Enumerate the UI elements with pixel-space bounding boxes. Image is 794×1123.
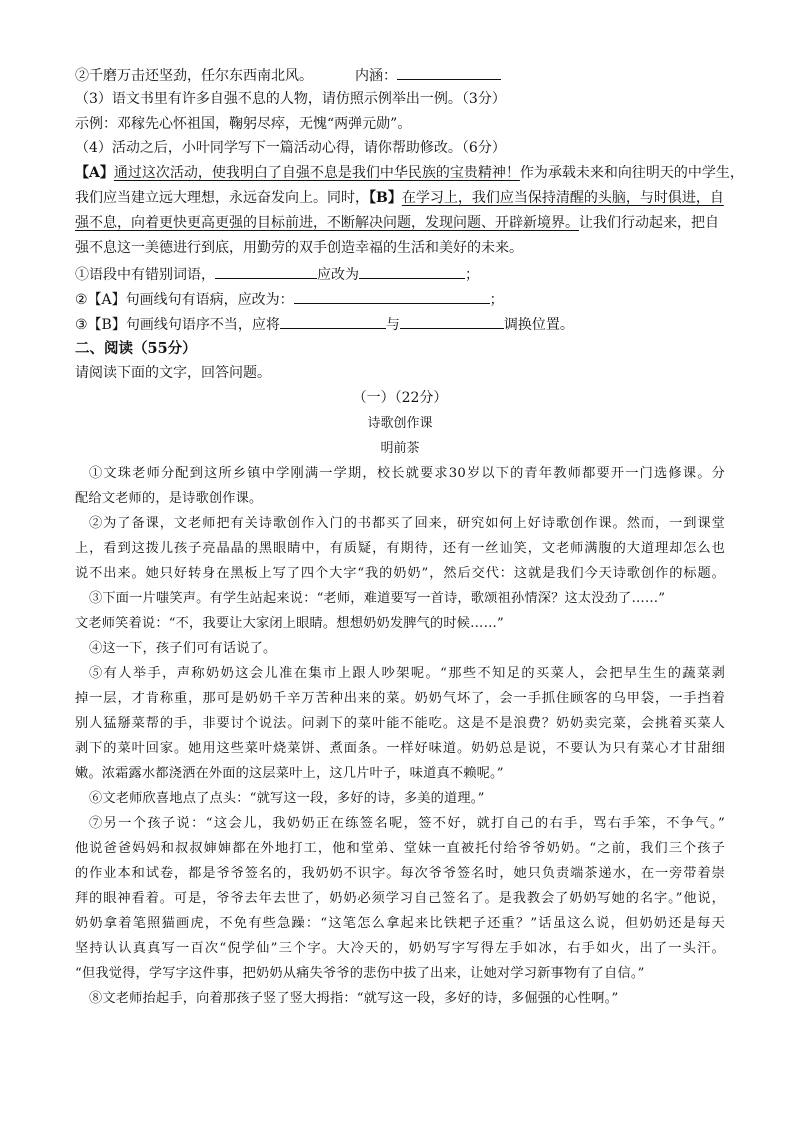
paragraph-line-1 [75,165,744,182]
after-sentence-a: 作为承载未来和向往明天的中学生， [519,165,744,181]
story-line: 配给文老师的，是诗歌创作课。 [75,491,263,506]
story-line: 坚持认认真真写一百次“倪学仙”三个字。大冷天的，奶奶写字写得左手如冰，右手如火，出了一头汗。 [75,941,725,956]
story-line: 别人猛掰菜帮的手，非要讨个说法。问剥下的菜叶能不能吃。这是不是浪费？奶奶卖完菜，会挑着买菜人 [75,716,725,731]
answer-blank[interactable] [215,265,317,279]
question-item-2 [75,66,725,85]
answer-blank[interactable] [294,290,490,304]
story-line: 拜的眼神看着。可是，爷爷去年去世了，奶奶必须学习自己签名了。是我教会了奶奶写她的名字。”他说， [75,891,725,906]
paragraph-text: 我们应当建立远大理想，永远奋发向上。同时， [75,190,369,206]
sentence-a: 通过这次活动，使我明白了自强不息是我们中华民族的宝贵精神！ [113,165,520,181]
story-title: 诗歌创作课 [367,416,433,431]
story-line: 说不出来。她只好转身在黑板上写了四个大字“我的奶奶”，然后交代：这就是我们今天诗歌创作的标题。 [75,566,725,581]
sub-2-text: ②【A】句画线句有语病，应改为： [75,292,294,308]
paragraph-line-2 [75,190,725,207]
answer-blank[interactable] [397,66,501,80]
story-line: 剥下的菜叶回家。她用这些菜叶烧菜饼、煮面条。一样好味道。奶奶总是说，不要认为只有菜心才甘甜细 [75,741,725,756]
story-line: 嫩。浓霜露水都浇洒在外面的这层菜叶上，这几片叶子，味道真不赖呢。” [75,766,504,781]
answer-blank[interactable] [400,315,504,329]
sub-question-1 [75,265,725,284]
after-sentence-b: 让我们行动起来，把自 [579,215,719,231]
section-title: 二、阅读（55分） [75,340,197,357]
item-2-text: ②千磨万击还坚劲，任尔东西南北风。 [75,68,313,84]
sub-1-text-b: 应改为 [317,267,359,283]
item-2-label: 内涵： [355,68,397,84]
story-line: “但我觉得，学写字这件事，把奶奶从痛失爷爷的悲伤中拔了出来，让她对学习新事物有了自信。” [75,966,645,981]
answer-blank[interactable] [359,265,465,279]
section-instruction: 请阅读下面的文字，回答问题。 [75,365,271,381]
sub-question-3 [75,315,725,334]
sub-2-text-b: ； [489,292,504,308]
story-line: 文老师笑着说：“不，我要让大家闭上眼睛。想想奶奶发脾气的时候……” [75,616,504,631]
sentence-b-part-1: 在学习上，我们应当保持清醒的头脑，与时俱进，自 [401,190,724,206]
sub-3-text-b: 与 [385,317,400,333]
part-heading: （一）（22分） [352,390,448,406]
story-line: ①文珠老师分配到这所乡镇中学刚满一学期，校长就要求30岁以下的青年教师都要开一门选修课。分 [89,466,725,481]
sub-3-text: ③【B】句画线句语序不当，应将 [75,317,280,333]
story-line: ②为了备课，文老师把有关诗歌创作入门的书都买了回来，研究如何上好诗歌创作课。然而，一到课堂 [89,516,725,531]
paragraph-line-3 [75,215,725,232]
mark-b: 【B】 [369,190,402,206]
question-3-example: 示例：邓稼先心怀祖国，鞠躬尽瘁，无愧“两弹元勋”。 [75,116,412,132]
paragraph-line-4: 强不息这一美德进行到底，用勤劳的双手创造幸福的生活和美好的未来。 [75,240,523,256]
sub-1-text: ①语段中有错别词语， [75,267,215,283]
sub-3-text-c: 调换位置。 [503,317,574,333]
story-author: 明前茶 [380,441,420,456]
question-4: （4）活动之后，小叶同学写下一篇活动心得，请你帮助修改。（6分） [75,140,506,156]
story-line: ⑤有人举手，声称奶奶这会儿准在集市上跟人吵架呢。“那些不知足的买菜人，会把早生生的蔬菜剥 [89,666,725,681]
sub-question-2 [75,290,725,309]
story-line: ⑥文老师欣喜地点了点头：“就写这一段，多好的诗，多美的道理。” [89,791,485,806]
answer-blank[interactable] [280,315,386,329]
story-line: 上，看到这拨儿孩子亮晶晶的黑眼睛中，有质疑，有期待，还有一丝讪笑，文老师满腹的大道理却怎么也 [75,541,725,556]
mark-a: 【A】 [75,165,114,181]
sub-1-text-c: ； [465,267,479,283]
story-line: 掉一层，才肯称重，那可是奶奶千辛万苦种出来的菜。奶奶气坏了，会一手抓住顾客的乌甲袋，一手挡着 [75,691,725,706]
question-3: （3）语文书里有许多自强不息的人物，请仿照示例举出一例。（3分） [75,91,506,107]
story-line: ③下面一片嗤笑声。有学生站起来说：“老师，难道要写一首诗，歌颂祖孙情深？这太没劲了……” [89,591,666,606]
story-line: ⑧文老师抬起手，向着那孩子竖了竖大拇指：“就写这一段，多好的诗，多倔强的心性啊。” [89,991,619,1006]
story-line: 奶奶拿着笔照猫画虎，不免有些急躁：“这笔怎么拿起来比铁耙子还重？”话虽这么说，但奶奶还是每天 [75,916,725,931]
story-line: ⑦另一个孩子说：“这会儿，我奶奶正在练签名呢，签不好，就打自己的右手，骂右手笨，不争气。” [89,816,725,831]
story-line: ④这一下，孩子们可有话说了。 [89,641,277,656]
sentence-b-part-2: 强不息，向着更快更高更强的目标前进，不断解决问题，发现问题、开辟新境界。 [75,215,579,231]
story-line: 他说爸爸妈妈和叔叔婶婶都在外地打工，他和堂弟、堂妹一直被托付给爷爷奶奶。“之前，我们三个孩子 [75,841,725,856]
story-line: 的作业本和试卷，都是爷爷签名的，我奶奶不识字。每次爷爷签名时，她只负责端茶递水，在一旁带着崇 [75,866,725,881]
